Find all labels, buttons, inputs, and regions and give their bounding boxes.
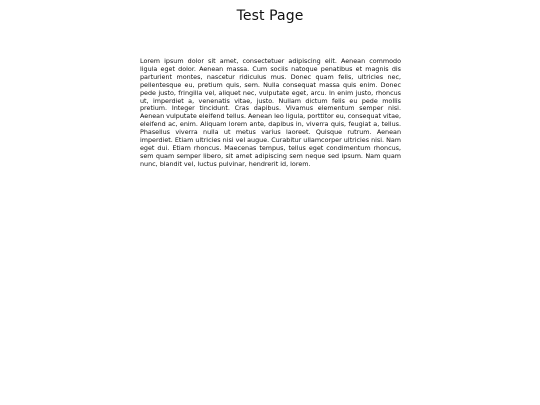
body-paragraph: Lorem ipsum dolor sit amet, consectetuer adipiscing elit. Aenean commodo ligula eget dolor. Aenean massa. Cum sociis natoque penatibus et magnis dis parturient montes, nascetur ridiculus mus. Donec quam felis, ultricies nec, pellentesque eu, pretium quis, sem. Nulla consequat massa quis enim. Donec pede justo, fringilla vel, aliquet nec, vulputate eget, arcu. In enim justo, rhoncus ut, imperdiet a, venenatis vitae, justo. Nullam dictum felis eu pede mollis pretium. Integer tincidunt. Cras dapibus. Vivamus elementum semper nisi. Aenean vulputate eleifend tellus. Aenean leo ligula, porttitor eu, consequat vitae, eleifend ac, enim. Aliquam lorem ante, dapibus in, viverra quis, feugiat a, tellus. Phasellus viverra nulla ut metus varius laoreet. Quisque rutrum. Aenean imperdiet. Etiam ultricies nisi vel augue. Curabitur ullamcorper ultricies nisi. Nam eget dui. Etiam rhoncus. Maecenas tempus, tellus eget condimentum rhoncus, sem quam semper libero, sit amet adipiscing sem neque sed ipsum. Nam quam nunc, blandit vel, luctus pulvinar, hendrerit id, lorem. [140, 57, 401, 168]
page-title: Test Page [236, 8, 304, 24]
